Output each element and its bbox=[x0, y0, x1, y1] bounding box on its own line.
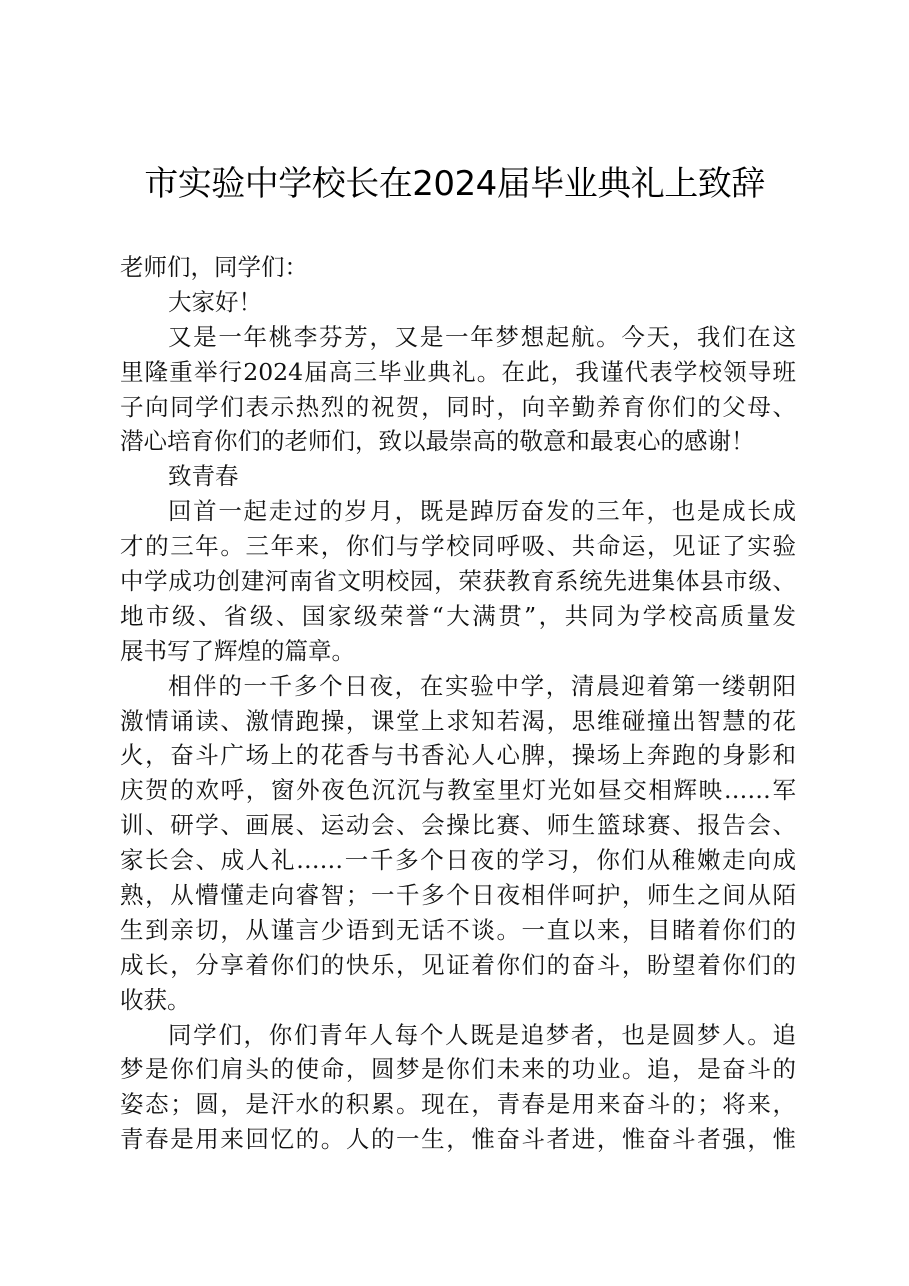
paragraph-line: 训、研学、画展、运动会、会操比赛、师生篮球赛、报告会、 bbox=[120, 811, 796, 840]
paragraph-line: 回首一起走过的岁月，既是踔厉奋发的三年，也是成长成 bbox=[168, 497, 796, 526]
paragraph-line: 又是一年桃李芬芳，又是一年梦想起航。今天，我们在这 bbox=[168, 322, 796, 351]
paragraph-line: 里隆重举行2024届高三毕业典礼。在此，我谨代表学校领导班 bbox=[120, 357, 796, 386]
paragraph-line: 相伴的一千多个日夜，在实验中学，清晨迎着第一缕朝阳 bbox=[168, 671, 796, 700]
paragraph-line: 同学们，你们青年人每个人既是追梦者，也是圆梦人。追 bbox=[168, 1020, 796, 1049]
paragraph-line: 火，奋斗广场上的花香与书香沁人心脾，操场上奔跑的身影和 bbox=[120, 741, 796, 770]
paragraph-line: 青春是用来回忆的。人的一生，惟奋斗者进，惟奋斗者强，惟 bbox=[120, 1125, 796, 1154]
paragraph-line: 中学成功创建河南省文明校园，荣获教育系统先进集体县市级、 bbox=[120, 567, 796, 596]
paragraph-line: 子向同学们表示热烈的祝贺，同时，向辛勤养育你们的父母、 bbox=[120, 392, 796, 421]
paragraph-line: 姿态；圆，是汗水的积累。现在，青春是用来奋斗的；将来， bbox=[120, 1090, 796, 1119]
paragraph-line: 熟，从懵懂走向睿智；一千多个日夜相伴呵护，师生之间从陌 bbox=[120, 881, 796, 910]
paragraph-line: 庆贺的欢呼，窗外夜色沉沉与教室里灯光如昼交相辉映……军 bbox=[120, 776, 796, 805]
document-body bbox=[120, 250, 796, 1157]
paragraph-line: 收获。 bbox=[120, 985, 191, 1014]
paragraph-line: 家长会、成人礼……一千多个日夜的学习，你们从稚嫩走向成 bbox=[120, 846, 796, 875]
paragraph-line: 激情诵读、激情跑操，课堂上求知若渴，思维碰撞出智慧的花 bbox=[120, 706, 796, 735]
paragraph-line: 梦是你们肩头的使命，圆梦是你们未来的功业。追，是奋斗的 bbox=[120, 1055, 796, 1084]
paragraph-line: 生到亲切，从谨言少语到无话不谈。一直以来，目睹着你们的 bbox=[120, 915, 796, 944]
greeting-line: 大家好！ bbox=[168, 287, 262, 316]
paragraph-line: 展书写了辉煌的篇章。 bbox=[120, 636, 355, 665]
paragraph-line: 潜心培育你们的老师们，致以最崇高的敬意和最衷心的感谢！ bbox=[120, 427, 755, 456]
paragraph-line: 成长，分享着你们的快乐，见证着你们的奋斗，盼望着你们的 bbox=[120, 950, 796, 979]
paragraph-line: 地市级、省级、国家级荣誉“大满贯”，共同为学校高质量发 bbox=[120, 601, 796, 630]
section-heading: 致青春 bbox=[168, 462, 239, 491]
paragraph-line: 才的三年。三年来，你们与学校同呼吸、共命运，见证了实验 bbox=[120, 532, 796, 561]
salutation-line: 老师们，同学们： bbox=[120, 253, 308, 281]
document-title: 市实验中学校长在2024届毕业典礼上致辞 bbox=[144, 164, 765, 204]
